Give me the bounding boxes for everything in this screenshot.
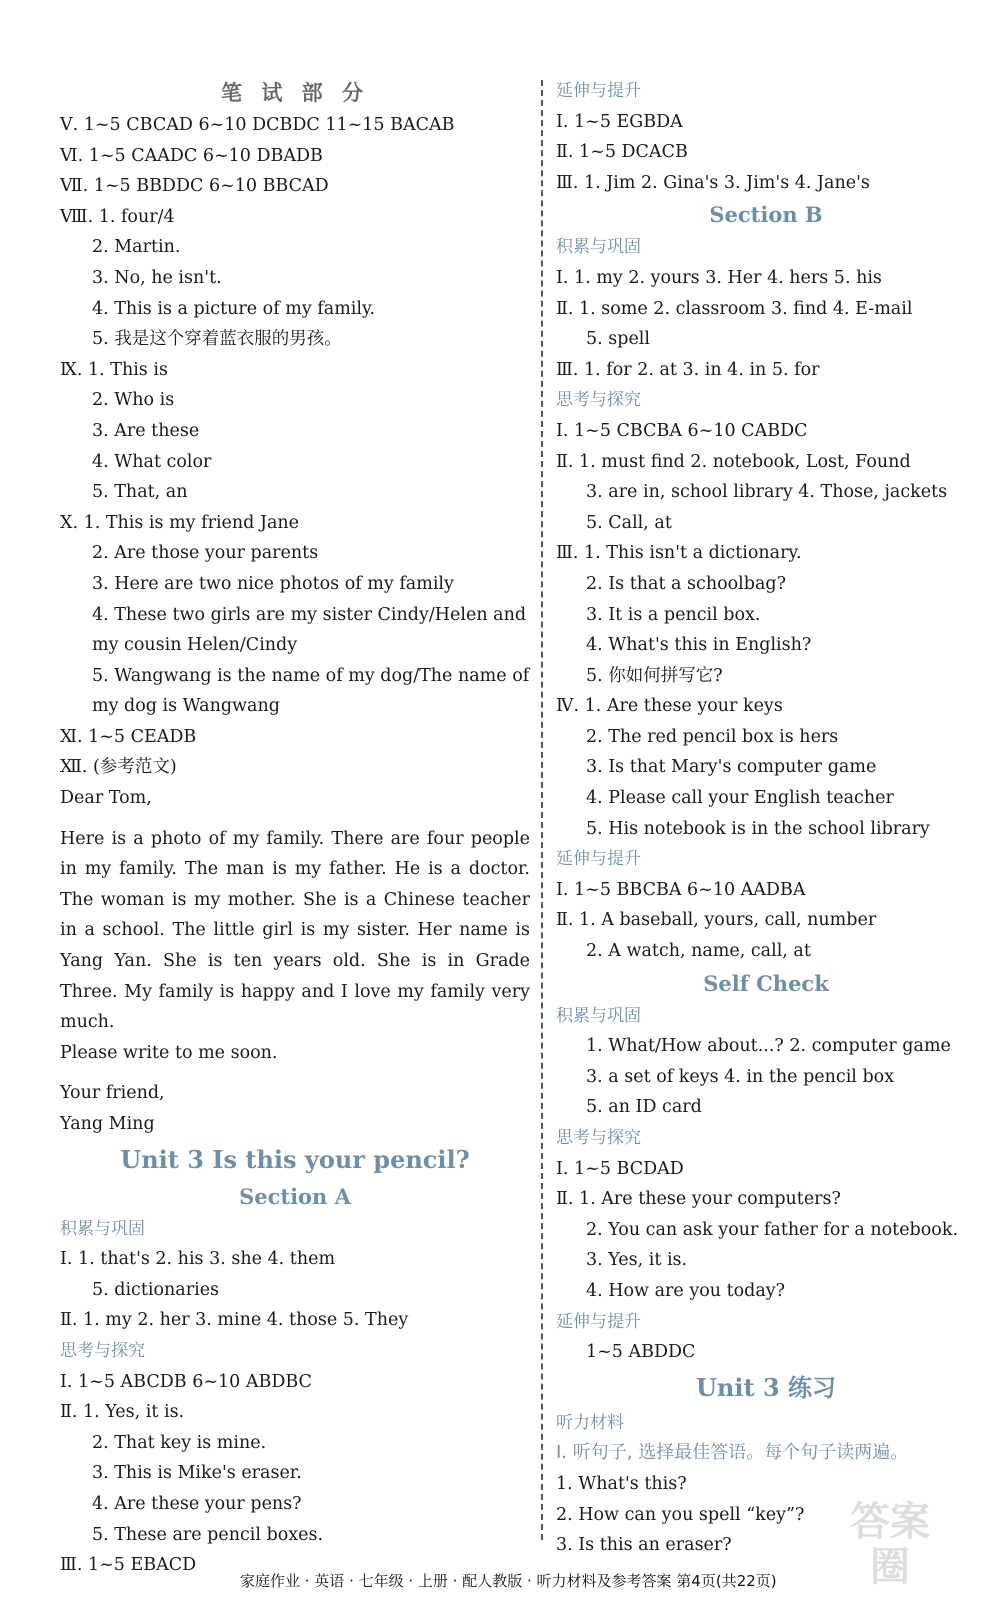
category-label: 积累与巩固 <box>60 1218 145 1239</box>
answer-line: 3. are in, school library 4. Those, jackets <box>586 482 948 503</box>
answer-line: Ⅵ. 1~5 CAADC 6~10 DBADB <box>60 145 323 166</box>
answer-line: 5. spell <box>586 329 650 350</box>
category-label: 听力材料 <box>556 1412 624 1433</box>
letter-closing: Please write to me soon. <box>60 1042 278 1063</box>
answer-line: 4. These two girls are my sister Cindy/Helen and my cousin Helen/Cindy <box>92 604 527 656</box>
answer-line: Ⅻ. (参考范文) <box>60 757 177 778</box>
answer-line: 2. Who is <box>92 390 175 411</box>
answer-line: 5. These are pencil boxes. <box>92 1524 324 1545</box>
answer-line: 2. A watch, name, call, at <box>586 941 811 962</box>
answer-line: Ⅱ. 1. A baseball, yours, call, number <box>556 910 877 931</box>
answer-line: 3. No, he isn't. <box>92 267 222 288</box>
listening-instruction: Ⅰ. 听句子, 选择最佳答语。每个句子读两遍。 <box>556 1442 909 1464</box>
essay-paragraph: Here is a photo of my family. There are four people in my family. The man is my father. He is a doctor. The woman is my mother. She is a Chinese teacher in a school. The little girl is my sister. Her name is Yang Yan. She is ten years old. She is in Grade Three. My family is happy and I love my family very much. <box>60 828 530 1033</box>
answer-line: Ⅺ. 1~5 CEADB <box>60 726 197 747</box>
answer-line: 2. The red pencil box is hers <box>586 726 839 747</box>
answer-line: Ⅶ. 1~5 BBDDC 6~10 BBCAD <box>60 176 329 197</box>
written-part-heading: 笔 试 部 分 <box>221 81 369 105</box>
unit-practice-title: Unit 3 练习 <box>696 1372 836 1402</box>
answer-line: 1~5 ABDDC <box>586 1342 696 1363</box>
category-label: 思考与探究 <box>556 390 641 411</box>
answer-line: Ⅱ. 1. Are these your computers? <box>556 1189 841 1210</box>
self-check-title: Self Check <box>703 970 829 996</box>
answer-line: 2. You can ask your father for a notebook. <box>586 1219 959 1240</box>
answer-line: 2. Is that a schoolbag? <box>586 573 786 594</box>
answer-line: Ⅱ. 1. Yes, it is. <box>60 1402 185 1423</box>
listening-item: 1. What's this? <box>556 1473 687 1494</box>
answer-line: 4. What's this in English? <box>586 635 812 656</box>
answer-line: 1. What/How about...? 2. computer game <box>586 1036 951 1057</box>
watermark-logo: 答案 圈 <box>850 1499 930 1590</box>
answer-line: 5. Wangwang is the name of my dog/The name of my dog is Wangwang <box>92 665 530 717</box>
answer-line: Ⅲ. 1. for 2. at 3. in 4. in 5. for <box>556 359 820 380</box>
answer-line: 5. His notebook is in the school library <box>586 818 930 839</box>
answer-line: Ⅱ. 1. my 2. her 3. mine 4. those 5. They <box>60 1310 409 1331</box>
left-column <box>60 76 530 1581</box>
answer-line: Ⅱ. 1. must find 2. notebook, Lost, Found <box>556 451 911 472</box>
letter-closing: Your friend, <box>60 1083 165 1104</box>
answer-line: 2. Are those your parents <box>92 543 319 564</box>
answer-line: 3. This is Mike's eraser. <box>92 1463 302 1484</box>
answer-line: 4. How are you today? <box>586 1280 786 1301</box>
category-label: 思考与探究 <box>60 1340 145 1361</box>
unit-title: Unit 3 Is this your pencil? <box>120 1144 470 1174</box>
section-a-title: Section A <box>239 1183 351 1209</box>
answer-line: 2. That key is mine. <box>92 1432 267 1453</box>
answer-line: 3. Here are two nice photos of my family <box>92 573 454 594</box>
answer-line: Ⅲ. 1. Jim 2. Gina's 3. Jim's 4. Jane's <box>556 172 870 193</box>
answer-line: 3. It is a pencil box. <box>586 604 761 625</box>
answer-line: Ⅰ. 1~5 ABCDB 6~10 ABDBC <box>60 1371 312 1392</box>
column-divider <box>541 80 543 1540</box>
answer-line: Ⅰ. 1~5 BBCBA 6~10 AADBA <box>556 879 806 900</box>
answer-line: Ⅰ. 1. that's 2. his 3. she 4. them <box>60 1249 336 1270</box>
answer-line: 4. Please call your English teacher <box>586 788 894 809</box>
listening-item: 3. Is this an eraser? <box>556 1535 732 1556</box>
answer-line: Ⅷ. 1. four/4 <box>60 206 175 227</box>
letter-greeting: Dear Tom, <box>60 788 152 809</box>
category-label: 思考与探究 <box>556 1128 641 1148</box>
answer-line: 2. Martin. <box>92 237 181 258</box>
answer-line: 5. dictionaries <box>92 1279 220 1300</box>
answer-line: Ⅰ. 1~5 BCDAD <box>556 1158 684 1179</box>
answer-line: Ⅱ. 1. some 2. classroom 3. find 4. E-mail <box>556 298 913 319</box>
answer-line: Ⅲ. 1~5 EBACD <box>60 1555 197 1576</box>
answer-line: 4. This is a picture of my family. <box>92 298 376 319</box>
answer-line: 4. Are these your pens? <box>92 1493 302 1514</box>
answer-line: Ⅰ. 1. my 2. yours 3. Her 4. hers 5. his <box>556 267 882 288</box>
category-label: 延伸与提升 <box>556 849 641 870</box>
answer-line: 3. Is that Mary's computer game <box>586 757 877 778</box>
answer-line: Ⅴ. 1~5 CBCAD 6~10 DCBDC 11~15 BACAB <box>60 115 455 135</box>
answer-line: 5. That, an <box>92 482 188 503</box>
letter-signature: Yang Ming <box>60 1114 155 1134</box>
category-label: 积累与巩固 <box>556 237 641 258</box>
answer-line: 5. Call, at <box>586 512 672 533</box>
listening-item: 2. How can you spell “key”? <box>556 1504 805 1525</box>
answer-line: Ⅸ. 1. This is <box>60 359 168 380</box>
page-footer: 家庭作业 · 英语 · 七年级 · 上册 · 配人教版 · 听力材料及参考答案 第4页(共22页) <box>240 1572 777 1590</box>
category-label: 延伸与提升 <box>556 1311 641 1332</box>
answer-line: 5. 你如何拼写它? <box>586 665 723 686</box>
answer-line: Ⅳ. 1. Are these your keys <box>556 696 783 717</box>
answer-line: Ⅰ. 1~5 EGBDA <box>556 111 683 132</box>
answer-line: 3. Yes, it is. <box>586 1250 688 1271</box>
right-column <box>556 76 976 1561</box>
section-b-title: Section B <box>709 202 823 228</box>
category-label: 延伸与提升 <box>556 81 641 101</box>
answer-line: 4. What color <box>92 451 212 472</box>
answer-line: Ⅲ. 1. This isn't a dictionary. <box>556 543 802 564</box>
answer-line: 5. 我是这个穿着蓝衣服的男孩。 <box>92 329 342 350</box>
answer-line: Ⅱ. 1~5 DCACB <box>556 142 688 163</box>
answer-line: 5. an ID card <box>586 1097 702 1118</box>
answer-line: Ⅰ. 1~5 CBCBA 6~10 CABDC <box>556 420 808 441</box>
answer-line: 3. Are these <box>92 420 200 441</box>
answer-line: 3. a set of keys 4. in the pencil box <box>586 1066 895 1087</box>
category-label: 积累与巩固 <box>556 1005 641 1026</box>
answer-line: Ⅹ. 1. This is my friend Jane <box>60 512 300 533</box>
